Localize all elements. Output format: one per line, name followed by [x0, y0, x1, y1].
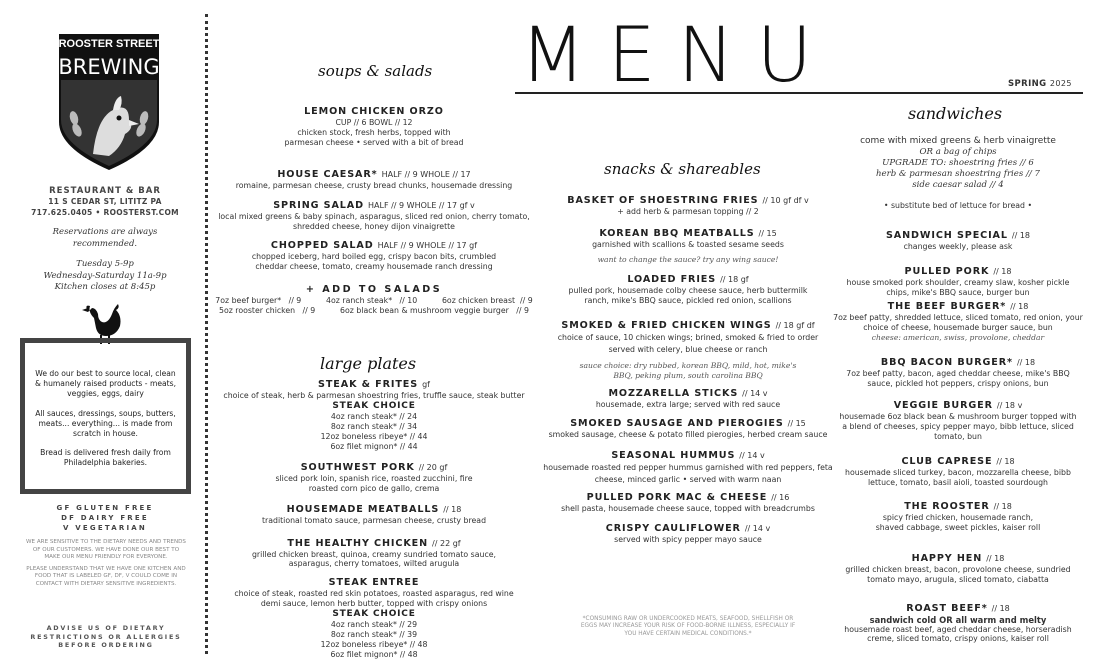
dietary-notice-1: WE ARE SENSITIVE TO THE DIETARY NEEDS AND TRENDS OF OUR CUSTOMERS. WE HAVE DONE OUR BEST TO MAKE OUR MENU FRIENDLY FOR EVERYONE. — [26, 539, 186, 561]
section-title-snacks: snacks & shareables — [604, 160, 761, 178]
add-options-2: 5oz rooster chicken // 9 6oz black bean & mushroom veggie burger // 9 — [218, 305, 529, 315]
logo-text-top: ROOSTER STREET — [58, 38, 160, 50]
steak-option: 4oz ranch steak* // 24 — [330, 412, 418, 422]
item-name: STEAK ENTREE — [328, 577, 420, 589]
menu-item-steak-entree — [212, 577, 536, 660]
item-name: CHOPPED SALAD — [270, 239, 374, 251]
item-price: HALF // 9 WHOLE // 17 gf — [377, 240, 478, 250]
substitute-lettuce: • substitute bed of lettuce for bread • — [883, 201, 1033, 210]
item-desc: choice of steak, herb & parmesan shoestring fries, truffle sauce, steak butter — [223, 391, 525, 400]
menu-item-pulled-pork — [830, 266, 1086, 298]
menu-item-healthy-chicken — [212, 538, 536, 570]
season-name: SPRING — [1008, 79, 1047, 89]
dietary-notice — [26, 539, 186, 593]
item-desc: smoked sausage, cheese & potato filled pierogies, herbed cream sauce — [548, 430, 828, 440]
add-options-1: 7oz beef burger* // 9 4oz ranch steak* // 10 6oz chicken breast // 9 — [215, 295, 533, 305]
item-desc: served with spicy pepper mayo sauce — [614, 534, 762, 544]
item-price: HALF // 9 WHOLE // 17 — [381, 169, 471, 179]
menu-item-seasonal-hummus — [538, 450, 838, 486]
steak-choice-heading: STEAK CHOICE — [332, 400, 416, 411]
item-name: BASKET OF SHOESTRING FRIES — [567, 195, 759, 206]
sourcing-text: We do our best to source local, clean & humanely raised products - meats, veggies, eggs, dairy — [34, 369, 177, 399]
item-desc: choice of steak, roasted red skin potatoes, roasted asparagus, red wine demi sauce, lemon herb butter, topped with crispy onions — [234, 589, 514, 609]
item-desc: traditional tomato sauce, parmesan cheese, crusty bread — [261, 515, 487, 525]
item-price: // 18 — [1011, 231, 1031, 240]
steak-choice-heading: STEAK CHOICE — [332, 608, 416, 619]
item-name: THE HEALTHY CHICKEN — [287, 537, 429, 549]
item-desc: pulled pork, housemade colby cheese sauce, herb buttermilk ranch, mike's BBQ sauce, pickled red onion, scallions — [568, 286, 808, 306]
item-tag: gf — [422, 380, 430, 389]
item-name: SPRING SALAD — [273, 200, 364, 212]
menu-item-chopped-salad — [212, 240, 536, 272]
hours-wed-sat: Wednesday-Saturday 11a-9p — [43, 270, 167, 281]
item-desc: housemade sliced turkey, bacon, mozzarella cheese, bibb lettuce, tomato, basil aioli, toasted sourdough — [845, 467, 1071, 487]
item-price: // 14 v — [739, 451, 765, 461]
steak-option: 12oz boneless ribeye* // 44 — [320, 432, 428, 442]
item-desc: grilled chicken breast, bacon, provolone cheese, sundried tomato mayo, arugula, sliced tomato, ciabatta — [845, 564, 1071, 584]
menu-item-crispy-cauliflower — [538, 523, 838, 545]
item-price: // 14 v — [744, 523, 771, 533]
legend-dairy-free: DF DAIRY FREE — [61, 514, 149, 522]
menu-item-bbq-bacon-burger — [830, 357, 1086, 389]
item-price: // 15 — [758, 228, 777, 238]
item-name: PULLED PORK MAC & CHEESE — [586, 492, 768, 504]
menu-item-sandwich-special — [830, 230, 1086, 252]
item-name: THE BEEF BURGER* — [887, 301, 1007, 313]
item-price: // 18 — [986, 553, 1005, 563]
legend-vegetarian: V VEGETARIAN — [63, 524, 147, 532]
large-plates-list — [212, 379, 536, 660]
logo-text-bottom: BREWING — [58, 55, 160, 79]
sandwiches-list — [830, 230, 1086, 644]
item-price: // 18 — [993, 502, 1012, 512]
item-desc: chopped iceberg, hard boiled egg, crispy bacon bits, crumbled cheddar cheese, tomato, creamy housemade ranch dressing — [251, 251, 497, 271]
scratch-text: All sauces, dressings, soups, butters, meats... everything... is made from scratch in house. — [35, 408, 176, 439]
item-name: ROAST BEEF* — [906, 602, 988, 614]
menu-item-house-caesar — [212, 169, 536, 191]
item-subtitle: sandwich cold OR all warm and melty — [869, 614, 1047, 625]
header-rule — [515, 92, 1083, 94]
menu-item-korean-bbq-meatballs — [538, 228, 838, 265]
item-name: STEAK & FRITES — [318, 379, 419, 390]
steak-option: 6oz filet mignon* // 48 — [330, 650, 418, 660]
item-name: HAPPY HEN — [911, 552, 983, 564]
item-price: // 18 v — [996, 401, 1023, 411]
menu-item-sausage-pierogies — [538, 418, 838, 440]
item-desc: 7oz beef patty, shredded lettuce, sliced tomato, red onion, your choice of cheese, housemade burger sauce, bun — [833, 313, 1083, 333]
menu-item-mozzarella-sticks — [538, 388, 838, 410]
item-price: // 18 gf — [720, 275, 749, 285]
menu-title: MENU — [520, 10, 835, 99]
menu-item-southwest-pork — [212, 462, 536, 494]
item-price: // 18 — [991, 603, 1010, 613]
item-note: cheese: american, swiss, provolone, cheddar — [871, 332, 1045, 342]
item-desc: housemade roasted red pepper hummus garnished with red peppers, feta cheese, minced garlic • served with warm naan — [543, 463, 833, 485]
menu-item-housemade-meatballs — [212, 504, 536, 526]
item-desc: garnished with scallions & toasted sesame seeds — [592, 239, 784, 249]
item-name: VEGGIE BURGER — [893, 400, 993, 412]
item-price: // 20 gf — [418, 463, 448, 473]
menu-item-shoestring-fries — [538, 195, 838, 217]
item-name: THE ROOSTER — [904, 501, 990, 513]
item-desc: 7oz beef patty, bacon, aged cheddar cheese, mike's BBQ sauce, pickled hot peppers, crispy onions, bun — [846, 368, 1070, 388]
item-desc: romaine, parmesan cheese, crusty bread chunks, housemade dressing — [235, 180, 513, 190]
menu-item-steak-frites — [212, 379, 536, 452]
steak-option: 6oz filet mignon* // 44 — [330, 442, 418, 452]
item-price: // 22 gf — [432, 538, 461, 548]
item-price: // 18 — [993, 266, 1012, 276]
steak-option: 8oz ranch steak* // 39 — [330, 630, 418, 640]
menu-item-pulled-pork-mac — [538, 492, 838, 514]
legend-gluten-free: GF GLUTEN FREE — [56, 504, 154, 512]
season-label — [1008, 79, 1072, 89]
item-note: sauce choice: dry rubbed, korean BBQ, mild, hot, mike's BBQ, peking plum, south carolina BBQ — [579, 360, 797, 380]
upgrade-caesar: side caesar salad // 4 — [912, 180, 1004, 190]
brewery-logo — [55, 30, 163, 172]
item-name: SOUTHWEST PORK — [300, 462, 415, 474]
section-title-soups: soups & salads — [318, 62, 433, 80]
restaurant-name: RESTAURANT & BAR — [49, 186, 161, 196]
menu-item-beef-burger — [830, 301, 1086, 342]
item-name: LEMON CHICKEN ORZO — [304, 106, 444, 117]
sandwiches-intro — [830, 136, 1086, 211]
season-year: 2025 — [1049, 79, 1072, 88]
item-price: // 18 — [1010, 302, 1029, 312]
item-desc: house smoked pork shoulder, creamy slaw, kosher pickle chips, mike's BBQ sauce, burger bun — [846, 277, 1070, 297]
reservations-note: Reservations are always recommended. — [52, 227, 158, 249]
sides-alt: OR a bag of chips — [919, 147, 997, 157]
advise-allergies: ADVISE US OF DIETARY RESTRICTIONS OR ALLERGIES BEFORE ORDERING — [30, 624, 182, 650]
item-price: // 15 — [787, 419, 806, 429]
menu-item-lemon-orzo — [212, 106, 536, 148]
raw-food-warning: *CONSUMING RAW OR UNDERCOOKED MEATS, SEAFOOD, SHELLFISH OR EGGS MAY INCREASE YOUR RISK OF FOOD-BORNE ILLNESS, ESPECIALLY IF YOU HAVE CERTAIN MEDICAL CONDITIONS.* — [580, 616, 796, 637]
item-name: LOADED FRIES — [627, 274, 717, 286]
menu-item-the-rooster — [830, 501, 1086, 533]
column-divider — [205, 14, 208, 654]
sourcing-info-box — [20, 338, 191, 494]
item-desc: housemade 6oz black bean & mushroom burger topped with a blend of cheeses, spicy pepper mayo, bibb lettuce, sliced tomato, bun — [839, 412, 1077, 441]
item-name: MOZZARELLA STICKS — [608, 387, 739, 399]
item-price: // 18 — [1016, 357, 1036, 367]
item-desc: spicy fried chicken, housemade ranch, shaved cabbage, sweet pickles, kaiser roll — [875, 513, 1041, 533]
restaurant-info — [20, 186, 190, 294]
kitchen-close: Kitchen closes at 8:45p — [54, 282, 156, 292]
contact-line: 717.625.0405 • ROOSTERST.COM — [31, 208, 179, 217]
steak-option: 4oz ranch steak* // 29 — [330, 620, 418, 630]
upgrade-herb-fries: herb & parmesan shoestring fries // 7 — [875, 169, 1041, 179]
item-desc: changes weekly, please ask — [903, 242, 1013, 251]
item-desc: choice of sauce, 10 chicken wings; brined, smoked & fried to order served with celery, blue cheese or ranch — [557, 332, 819, 354]
section-title-sandwiches: sandwiches — [908, 104, 1003, 123]
steak-option: 8oz ranch steak* // 34 — [330, 422, 418, 432]
item-desc: + add herb & parmesan topping // 2 — [617, 207, 759, 216]
item-name: KOREAN BBQ MEATBALLS — [599, 227, 755, 239]
item-desc: local mixed greens & baby spinach, asparagus, sliced red onion, cherry tomato, shredded cheese, honey dijon vinaigrette — [218, 212, 530, 232]
item-price: // 10 gf df v — [762, 196, 809, 205]
diet-legend — [20, 503, 190, 533]
item-name: HOUSEMADE MEATBALLS — [286, 503, 440, 515]
item-note: want to change the sauce? try any wing sauce! — [597, 254, 779, 264]
bread-text: Bread is delivered fresh daily from Philadelphia bakeries. — [40, 448, 171, 468]
menu-item-happy-hen — [830, 553, 1086, 585]
menu-item-club-caprese — [830, 456, 1086, 488]
menu-item-spring-salad — [212, 200, 536, 232]
item-desc: grilled chicken breast, quinoa, creamy sundried tomato sauce, asparagus, cherry tomatoes, wilted arugula — [251, 549, 497, 569]
item-desc: shell pasta, housemade cheese sauce, topped with breadcrumbs — [561, 504, 815, 514]
upgrade-fries: UPGRADE TO: shoestring fries // 6 — [882, 158, 1034, 168]
item-desc: sliced pork loin, spanish rice, roasted zucchini, fire roasted corn pico de gallo, crema — [275, 474, 473, 494]
item-name: HOUSE CAESAR* — [277, 168, 378, 180]
item-price: CUP // 6 BOWL // 12 — [335, 118, 413, 127]
item-desc: housemade roast beef, aged cheddar cheese, horseradish creme, sliced tomato, crispy onions, kaiser roll — [844, 624, 1072, 644]
menu-item-roast-beef — [830, 603, 1086, 645]
item-name: SMOKED SAUSAGE AND PIEROGIES — [570, 418, 784, 430]
item-name: SEASONAL HUMMUS — [611, 450, 736, 462]
address: 11 S CEDAR ST, LITITZ PA — [48, 197, 162, 206]
soups-list — [212, 106, 536, 316]
dietary-notice-2: PLEASE UNDERSTAND THAT WE HAVE ONE KITCHEN AND FOOD THAT IS LABELED GF, DF, V COULD COME IN CONTACT WITH DIETARY SENSITIVE INGREDIENTS. — [26, 565, 186, 587]
snacks-list — [538, 195, 838, 545]
item-price: HALF // 9 WHOLE // 17 gf v — [368, 201, 475, 211]
menu-item-chicken-wings — [538, 320, 838, 381]
item-name: CRISPY CAULIFLOWER — [605, 522, 741, 534]
item-price: // 18 — [443, 504, 462, 514]
hours-tuesday: Tuesday 5-9p — [76, 259, 134, 269]
item-price: // 18 — [996, 456, 1015, 466]
steak-option: 12oz boneless ribeye* // 48 — [320, 640, 428, 650]
item-name: SANDWICH SPECIAL — [885, 230, 1008, 241]
item-price: // 16 — [771, 493, 790, 503]
menu-item-loaded-fries — [538, 274, 838, 306]
item-desc: chicken stock, fresh herbs, topped with parmesan cheese • served with a bit of bread — [284, 128, 464, 147]
menu-item-veggie-burger — [830, 400, 1086, 441]
section-title-large-plates: large plates — [320, 354, 417, 373]
item-name: CLUB CAPRESE — [901, 455, 993, 467]
add-to-salads-title: + ADD TO SALADS — [305, 283, 443, 295]
add-to-salads — [212, 284, 536, 316]
item-price: // 18 gf df — [775, 320, 815, 330]
item-desc: housemade, extra large; served with red sauce — [595, 399, 781, 409]
item-name: BBQ BACON BURGER* — [880, 356, 1013, 368]
item-name: SMOKED & FRIED CHICKEN WINGS — [561, 319, 772, 331]
item-name: PULLED PORK — [904, 265, 990, 277]
item-price: // 14 v — [742, 388, 768, 398]
sides-info: come with mixed greens & herb vinaigrette — [860, 136, 1056, 146]
